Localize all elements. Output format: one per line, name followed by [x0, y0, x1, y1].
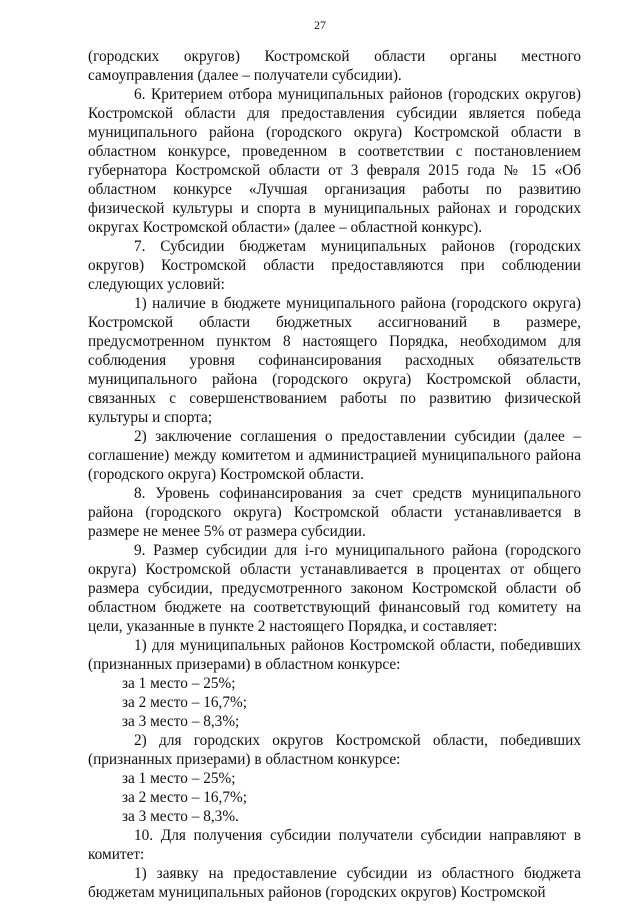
districts-place-2: за 2 место – 16,7%; [122, 694, 247, 711]
paragraph-6-selection-criterion: 6. Критерием отбора муниципальных районов (городских округов) Костромской области для предоставления субсидии является победа муниципального района (городского округа) Костромской области в областном конкурсе, проведенном в соответствии с постановлением губернатора Костромской области от 3 февраля 2015 года № 15 «Об областном конкурсе «Лучшая организация работы по развитию физической культуры и спорта в муниципальных районах и городских округах Костромской области» (далее – областной конкурс). [88, 86, 581, 236]
paragraph-8-cofinancing: 8. Уровень софинансирования за счет средств муниципального района (городского округа) Костромской области устанавливается в размере не менее 5% от размера субсидии. [88, 485, 581, 540]
document-body [88, 47, 581, 902]
paragraph-10-application: 10. Для получения субсидии получатели субсидии направляют в комитет: [88, 827, 581, 863]
page-number: 27 [314, 18, 326, 32]
districts-place-1: за 1 место – 25%; [122, 675, 236, 692]
paragraph-7-conditions: 7. Субсидии бюджетам муниципальных районов (городских округов) Костромской области предоставляются при соблюдении следующих условий: [88, 238, 581, 293]
city-districts-place-3: за 3 место – 8,3%. [122, 808, 239, 825]
item-1-districts: 1) для муниципальных районов Костромской области, победивших (признанных призерами) в областном конкурсе: [88, 637, 581, 673]
city-districts-place-2: за 2 место – 16,7%; [122, 789, 247, 806]
districts-place-3: за 3 место – 8,3%; [122, 713, 240, 730]
condition-1-budget-allocation: 1) наличие в бюджете муниципального района (городского округа) Костромской области бюджетных ассигнований в размере, предусмотренном пунктом 8 настоящего Порядка, необходимом для соблюдения уровня софинансирования расходных обязательств муниципального района (городского округа) Костромской области, связанных с совершенствованием работы по развитию физической культуры и спорта; [88, 295, 581, 426]
city-districts-place-1: за 1 место – 25%; [122, 770, 236, 787]
paragraph-9-subsidy-size: 9. Размер субсидии для i-го муниципального района (городского округа) Костромской области устанавливается в процентах от общего размера субсидии, предусмотренного законом Костромской области об областном бюджете на соответствующий финансовый год комитету на цели, указанные в пункте 2 настоящего Порядка, и составляет: [88, 542, 581, 635]
item-2-city-districts: 2) для городских округов Костромской области, победивших (признанных призерами) в областном конкурсе: [88, 732, 581, 768]
paragraph-continuation: (городских округов) Костромской области органы местного самоуправления (далее – получатели субсидии). [88, 48, 581, 84]
condition-2-agreement: 2) заключение соглашения о предоставлении субсидии (далее – соглашение) между комитетом и администрацией муниципального района (городского округа) Костромской области. [88, 428, 581, 483]
item-1-request: 1) заявку на предоставление субсидии из областного бюджета бюджетам муниципальных районов (городских округов) Костромской [88, 865, 581, 901]
